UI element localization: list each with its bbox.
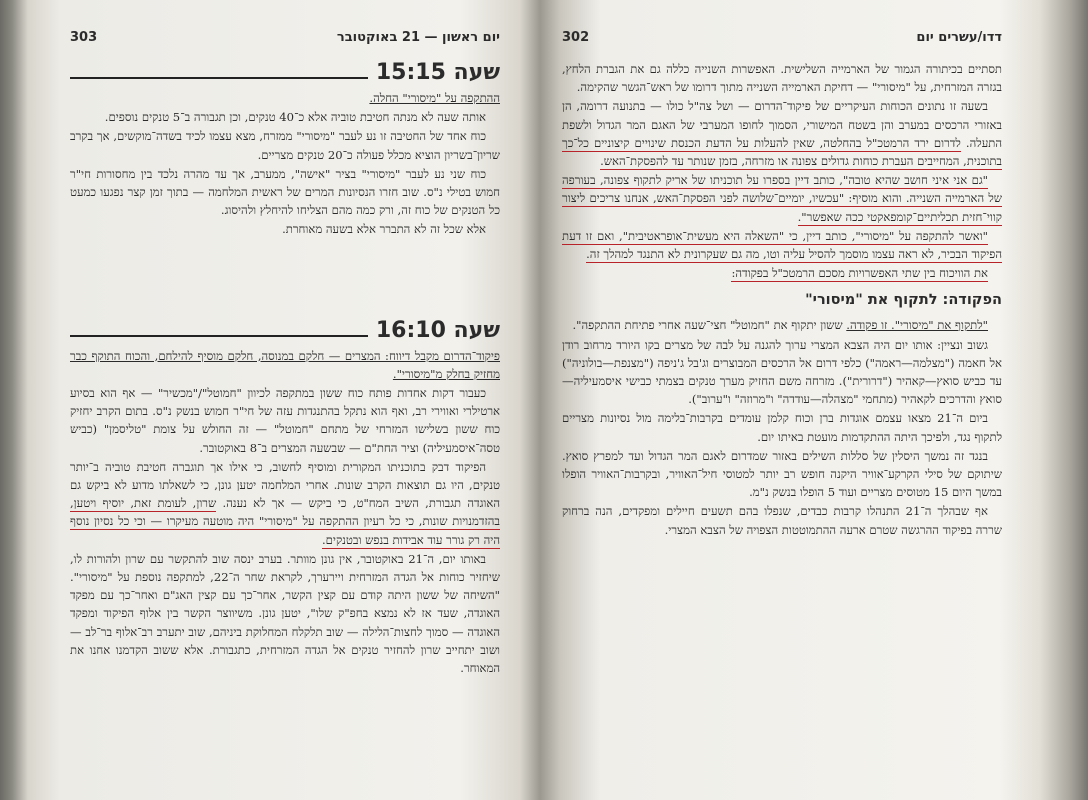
paragraph: בנגד זה נמשך היסלין של סללות השילים באזור שמדרום לאגם המר הגדול ועד למפרץ סואץ. שיתוקם של סילי הקרקע־אוויר היקנה חופש רב יותר למטוסי חיל־האוויר, ובקרבות־האוויר הופלו במשך היום 15 מטוסים מצריים ועוד 5 הופלו בנשק נ"מ. bbox=[562, 448, 1002, 500]
paragraph bbox=[562, 171, 1002, 226]
running-header-title: דדו/עשרים יום bbox=[916, 30, 1002, 45]
paragraph: כוח שני נע לעבר "מיסורי" בציר "אישה", ממערב, אך עד מהרה נלכד בין מחסורות חי"ר חמוש בטילי נ"ס. שוב חזרו הנסיונות המרים של ראשית המלחמה — בתוך זמן קצר נפגעו כמעט כל הטנקים של כוח זה, ורק כמה מהם הצליחו להיחלץ ולהיסוג. bbox=[70, 166, 500, 218]
paragraph bbox=[562, 264, 1002, 282]
highlighted-passage: לדרום ירד הרמטכ"ל בהחלטה, שאין להעלות על הדעת הכנסת שינויים קיצוניים כל־כך בתוכנית, המחייבים העברת כוחות גדולים צפונה או מזרחה, בזמן שנותר עד להפסקת־האש. bbox=[562, 135, 1002, 169]
paragraph: אותה שעה לא מנתה חטיבת טוביה אלא כ־40 טנקים, וכן תגבורה ב־5 טנקים נוספים. bbox=[104, 110, 486, 125]
section-heading-1515: שעה 15:15 bbox=[70, 60, 500, 85]
paragraph: "לתקוף את "מיסורי". זו פקודה. ששון יתקוף את "חמוטל" חצי־שעה אחרי פתיחת ההתקפה". bbox=[572, 318, 988, 333]
highlighted-passage: את הוויכוח בין שתי האפשרויות מסכם הרמטכ"ל בפקודה: bbox=[731, 266, 988, 281]
highlighted-passage: שרון, לעומת זאת, יוסיף ויטען, בהזדמנויות שונות, כי כל רעיון ההתקפה על "מיסורי" היה מוטעה מעיקרו — וכי כל נסיון נוסף היה רק גורר עוד אבידות בנפש ובטנקים. bbox=[70, 496, 500, 547]
running-header bbox=[70, 30, 500, 52]
page-number: 303 bbox=[70, 30, 98, 45]
paragraph: אלא שכל זה לא התברר אלא בשעה מאוחרת. bbox=[282, 222, 486, 237]
paragraph: פיקוד־הדרום מקבל דיווח: המצרים — חלקם במנוסה, חלקם מוסיף להילחם, והכוח התוקף כבר מחזיק בחלק מ"מיסורי". bbox=[70, 348, 500, 381]
paragraph: ביום ה־21 מצאו עצמם אוגדות ברן וכוח קלמן עומדים בקרבות־בלימה מול נסיונות מצריים לתקוף נגד, ולפיכך היתה ההתקדמות מועטת באיתו יום. bbox=[562, 411, 1002, 444]
paragraph: ההתקפה על "מיסורי" החלה. bbox=[369, 91, 500, 105]
running-header-title: יום ראשון — 21 באוקטובר bbox=[336, 30, 500, 45]
paragraph: הפיקוד דבק בתוכניתו המקורית ומוסיף לחשוב, כי אילו אך תוגברה חטיבת טוביה ב־יותר טנקים, היו גם תוצאות הקרב שונות. אחרי המלחמה יטען גונן, כי לשאלתו מדוע לא ביקש גם האוגדה תגבורת, השיב המח"ט, כי ביקש — אך לא נענה. שרון, לעומת זאת, יוסיף ויטען, בהזדמנויות שונות, כי כל רעיון ההתקפה על "מיסורי" היה מוטעה מעיקרו — וכי כל נסיון נוסף היה רק גורר עוד אבידות בנפש ובטנקים. bbox=[70, 459, 500, 547]
running-header bbox=[562, 30, 1002, 52]
paragraph: אף שבהלך ה־21 התנהלו קרבות כבדים, שנפלו בהם תשעים חיילים ומפקדים, הנה ברחוק שררה בפיקוד ההרגשה שטרם ארעה ההתמוטטות הצפויה של הצבא המצרי. bbox=[562, 504, 1002, 537]
paragraph: באותו יום, ה־21 באוקטובר, אין גונן מוותר. בערב ינסה שוב להתקשר עם שרון ולהורות לו, שיחזיר כוחות אל הגדה המזרחית ויירערך, לקראת שחר ה־22, למתקפה נוספת על "מיסורי". "השיחה של ששון היתה קודם עם קצין הקשר, אחר־כך עם קצין האג"ם ואחר־כך עם מפקד האוגדה, שעד אז לא נמצא בחפ"ק שלו", יטען גונן. משיווצר הקשר בין אלוף הפיקוד ומפקד האוגדה — סמוך לחצות־הלילה — שוב תלקלח המחלוקת ביניהם, שוב יתערב רב־אלוף בר־לב — ושוב יתחייב שרון להחזיר טנקים אל הגדה המזרחית, כתגבורת. אלא ששוב הקדמנו אחנו את המאוחר. bbox=[70, 551, 500, 676]
page-302 bbox=[562, 30, 1002, 540]
paragraph: כוח אחד של החטיבה זו נע לעבר "מיסורי" ממזרח, מצא עצמו לכיד בשדה־מוקשים, אך בקרב שריון־בשריון הוציא מכלל פעולה כ־20 טנקים מצריים. bbox=[70, 129, 500, 162]
paragraph: כעבור דקות אחדות פותח כוח ששון במתקפה לכיוון "חמוטל"/"מכשיר" — אף הוא בסיוע ארטילרי ואווירי רב, ואף הוא נתקל בהתנגדות עזה של חי"ר חמוש בנשק נ"ס. בתום הקרב יחזיק כוח ששון בשלישו המזרחי של מתחם "חמוטל" — זה החולש על צומת "טליסמן" (כביש טסה־איסמעיליה) וציר החת"ם — שבשעה המצרים ב־8 באוקטובר. bbox=[70, 386, 500, 455]
page-number: 302 bbox=[562, 30, 590, 45]
heading-rule bbox=[70, 335, 368, 337]
highlighted-passage: "ואשר להתקפה על "מיסורי", כותב דיין, כי "השאלה היא מעשית־אופראטיבית", ואם זו דעת הפיקוד הבכיר, לא ראה עצמו מוסמך להסיל עליה וטו, מה גם שעקרונית לא התנגד למהלך זה. bbox=[562, 228, 1002, 262]
paragraph: תסתיים בכיתורה הגמור של הארמייה השלישית. האפשרות השנייה כללה גם את הגברת הלחץ, בגזרה המזרחית, על "מיסורי" — דחיקת הארמייה השנייה מתוך דרומו של ראש־הגשר שהקימה. bbox=[562, 62, 1002, 95]
highlighted-passage: "גם אני איני חושב שהיא טובה", כותב דיין בספרו על תוכניתו של אריק לתקוף צפונה, בעורפה של הארמייה השנייה. והוא מוסיף: "עכשיו, יומיים־שלושה לפני הפסקת־האש, אנחנו צריכים ליצור קווי־חזית תכליתיים־קומפאקטי ככה שאפשר". bbox=[562, 173, 1002, 224]
show-through-text bbox=[640, 708, 1000, 727]
paragraph: גשוב ונציין: אותו יום היה הצבא המצרי ערוך להגנה על לבה של מצרים בקו היורד מרחוב רודן אל חאמה ("מצלמה—ראמה") כלפי דרום אל הרכסים המבוצרים וג'בל ג'ניפה ("מצנפת—בולוניה") עד כביש סואץ—קאהיר ("דרורית"). מזרחה משם החזיק מערך טנקים בצמתי כבישי איסמעיליה—סואץ והדרכים לקאהיר (מתחמי "מצהלה—עודדה" ו"מרוזה" ו"ערוב"). bbox=[562, 337, 1002, 407]
paragraph: בשעה זו נתונים הכוחות העיקריים של פיקוד־הדרום — ושל צה"ל כולו — בתנועה דרומה, הן באזורי הרכסים במערב והן בשטח המישורי, הסמוך לחופו המערבי של האגם המר הגדול ולשפת התעלה. לדרום ירד הרמטכ"ל בהחלטה, שאין להעלות על הדעת הכנסת שינויים קיצוניים כל־כך בתוכנית, המחייבים העברת כוחות גדולים צפונה או מזרחה, בזמן שנותר עד להפסקת־האש. bbox=[562, 99, 1002, 169]
section-heading-1610: שעה 16:10 bbox=[70, 318, 500, 343]
subsection-heading: הפקודה: לתקוף את "מיסורי" bbox=[805, 292, 1002, 309]
paragraph bbox=[562, 227, 1002, 263]
page-303 bbox=[70, 30, 500, 678]
heading-rule bbox=[70, 77, 368, 79]
